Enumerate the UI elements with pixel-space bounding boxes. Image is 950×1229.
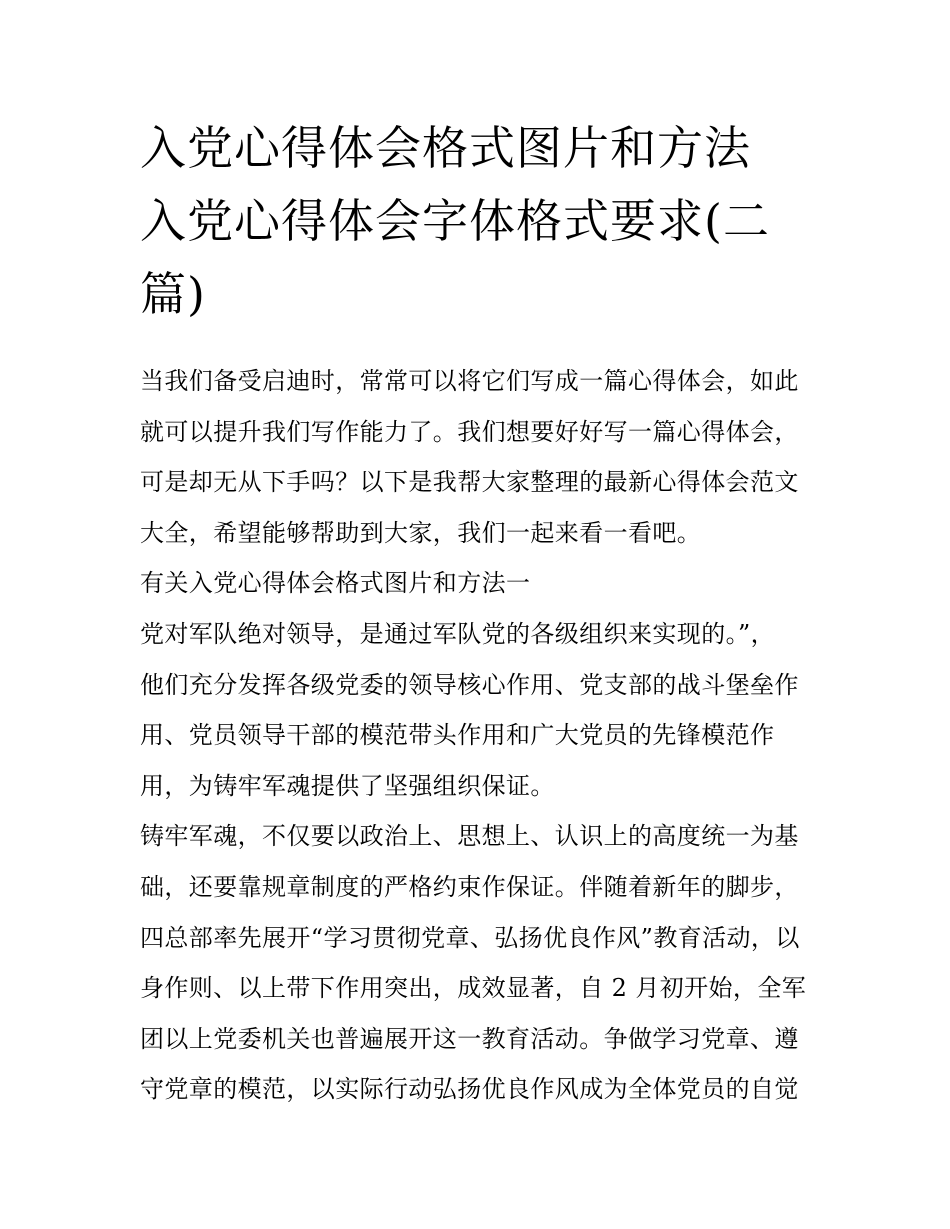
section-heading: 有关入党心得体会格式图片和方法一 [140, 569, 531, 598]
intro-line: 当我们备受启迪时，常常可以将它们写成一篇心得体会，如此 [140, 367, 799, 395]
body-line: 身作则、以上带下作用突出，成效显著，自 2 月初开始，全军 [140, 974, 807, 1003]
body-line: 用，为铸牢军魂提供了坚强组织保证。 [140, 771, 555, 800]
document-title [140, 112, 820, 331]
intro-line: 就可以提升我们写作能力了。我们想要好好写一篇心得体会， [140, 417, 799, 446]
body-line: 四总部率先展开“学习贯彻党章、弘扬优良作风”教育活动，以 [140, 923, 800, 952]
title-line: 入党心得体会字体格式要求(二 [140, 194, 770, 248]
title-line: 入党心得体会格式图片和方法 [140, 121, 751, 175]
body-line: 他们充分发挥各级党委的领导核心作用、党支部的战斗堡垒作 [140, 670, 799, 699]
body-line: 铸牢军魂，不仅要以政治上、思想上、认识上的高度统一为基 [140, 822, 799, 851]
body-line: 团以上党委机关也普遍展开这一教育活动。争做学习党章、遵 [140, 1024, 799, 1053]
body-line: 用、党员领导干部的模范带头作用和广大党员的先锋模范作 [140, 721, 775, 750]
body-line: 守党章的模范，以实际行动弘扬优良作风成为全体党员的自觉 [140, 1075, 799, 1104]
body-line: 党对军队绝对领导，是通过军队党的各级组织来实现的。”， [140, 619, 776, 648]
intro-line: 可是却无从下手吗？以下是我帮大家整理的最新心得体会范文 [140, 468, 799, 497]
intro-line: 大全，希望能够帮助到大家，我们一起来看一看吧。 [140, 518, 702, 547]
title-line: 篇) [140, 267, 206, 321]
document-body [140, 356, 820, 1115]
body-line: 础，还要靠规章制度的严格约束作保证。伴随着新年的脚步， [140, 872, 799, 901]
